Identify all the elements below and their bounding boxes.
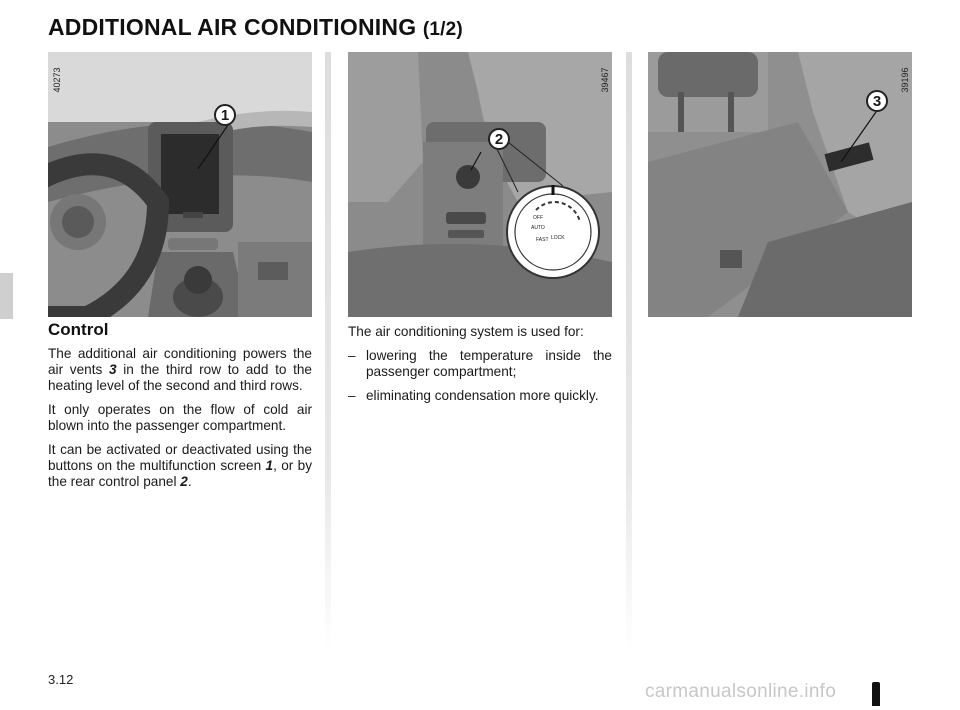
figure-code-2: 39467 — [600, 67, 610, 93]
page-title-main: ADDITIONAL AIR CONDITIONING — [48, 14, 417, 40]
dial-label-fast: FAST — [536, 237, 549, 243]
page-title-suffix: (1/2) — [422, 19, 463, 40]
figure-code-1: 40273 — [52, 67, 62, 93]
figure-reference: 3 — [108, 362, 117, 377]
callout-2-badge: 2 — [488, 128, 510, 150]
page-title — [48, 14, 463, 41]
body-paragraph: It can be activated or deactivated using the buttons on the multifunction screen 1, or by the rear control panel 2. — [48, 442, 312, 489]
figure-third-row — [648, 52, 912, 317]
dial-label-auto: AUTO — [531, 225, 545, 231]
page-corner-mark — [872, 682, 880, 706]
callout-3-badge: 3 — [866, 90, 888, 112]
chapter-tab — [0, 273, 13, 319]
list-item: – eliminating condensation more quickly. — [348, 388, 599, 403]
column-divider-left — [325, 52, 331, 652]
watermark: carmanualsonline.info — [645, 681, 837, 702]
body-paragraph: It only operates on the flow of cold air blown into the passenger compartment. — [48, 402, 312, 433]
dial-label-off: OFF — [533, 215, 543, 221]
intro-paragraph: The air conditioning system is used for: — [348, 324, 584, 339]
figure-rear-console — [348, 52, 612, 317]
figure-code-3: 39196 — [900, 67, 910, 93]
figure-reference: 2 — [180, 474, 188, 489]
figure-dashboard — [48, 52, 312, 317]
dial-label-lock: LOCK — [551, 235, 565, 241]
page-number: 3.12 — [48, 672, 74, 687]
dashboard-illustration — [48, 52, 312, 317]
middle-column — [348, 324, 612, 412]
left-paragraphs — [48, 346, 312, 490]
column-divider-right — [626, 52, 632, 652]
left-column — [48, 322, 312, 498]
section-heading-control: Control — [48, 320, 109, 339]
figure-reference: 1 — [265, 458, 274, 473]
body-paragraph: The additional air conditioning powers the air vents 3 in the third row to add to the heating level of the second and third rows. — [48, 346, 312, 393]
usage-list — [348, 348, 612, 404]
rear-console-illustration — [348, 52, 612, 317]
callout-1-badge: 1 — [214, 104, 236, 126]
list-item: – lowering the temperature inside the passenger compartment; — [348, 348, 612, 379]
